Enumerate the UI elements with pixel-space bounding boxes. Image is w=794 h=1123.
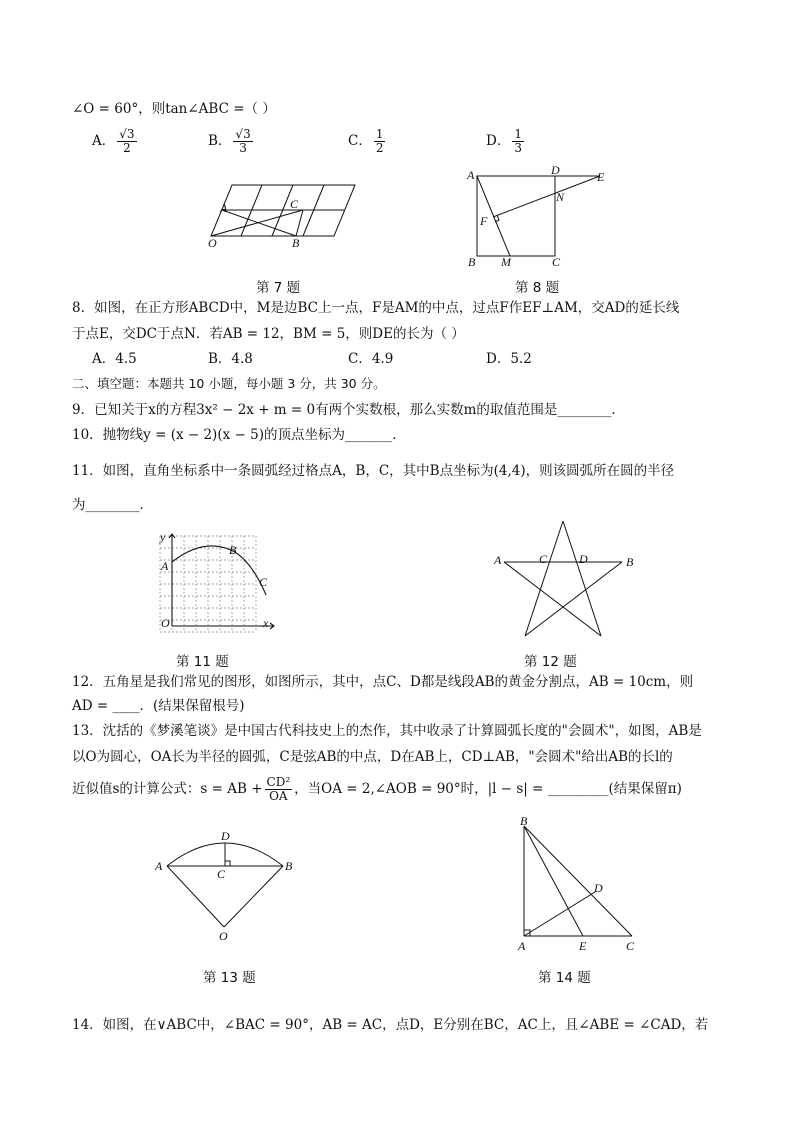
q9-text: 9．已知关于x的方程3x² − 2x + m = 0有两个实数根，那么实数m的取值范围是________． <box>72 402 625 418</box>
label-f: F <box>480 214 488 228</box>
numerator: 1 <box>375 127 384 141</box>
label-d: D <box>594 881 603 895</box>
option-label: B． <box>208 133 232 149</box>
caption-q11: 第 11 题 <box>176 654 229 670</box>
figure-14 <box>512 814 646 956</box>
label-e: E <box>579 939 587 953</box>
q8-option-a: A．4.5 <box>92 351 137 367</box>
numerator: √3 <box>235 127 251 141</box>
label-e: E <box>597 170 605 184</box>
figure-8 <box>460 166 610 270</box>
label-m: M <box>501 255 511 269</box>
q8-line1: 8．如图，在正方形ABCD中，M是边BC上一点，F是AM的中点，过点F作EF⊥AM，交AD的延长线 <box>72 300 680 316</box>
figure-11 <box>148 528 282 636</box>
numerator: CD² <box>266 775 291 789</box>
caption-q7: 第 7 题 <box>256 280 301 296</box>
denominator: 3 <box>514 141 522 155</box>
option-label: A． <box>92 133 116 149</box>
q13-line3 <box>72 776 682 803</box>
q10-text: 10．抛物线y = (x − 2)(x − 5)的顶点坐标为_______． <box>72 427 406 443</box>
formula-suffix: ，当OA = 2,∠AOB = 90°时，|l − s| = _________(结果保留π) <box>294 781 682 797</box>
option-label: D． <box>486 133 511 149</box>
label-a: A <box>494 553 502 567</box>
caption-q8: 第 8 题 <box>515 280 560 296</box>
q11-line2: 为________． <box>72 497 153 513</box>
label-c: C <box>290 197 299 211</box>
caption-q12: 第 12 题 <box>524 654 577 670</box>
q7-stem: ∠O = 60°，则tan∠ABC =（ ） <box>72 101 276 117</box>
q7-option-d <box>486 128 526 155</box>
q7-option-a <box>92 128 139 155</box>
caption-q14: 第 14 题 <box>538 970 591 986</box>
figure-13 <box>150 826 300 944</box>
label-c: C <box>217 867 226 881</box>
label-a: A <box>155 859 163 873</box>
section-heading: 二、填空题：本题共 10 小题，每小题 3 分，共 30 分。 <box>72 376 386 391</box>
numerator: √3 <box>119 127 135 141</box>
label-a: A <box>518 939 526 953</box>
q13-line1: 13．沈括的《梦溪笔谈》是中国古代科技史上的杰作，其中收录了计算圆弧长度的"会圆术"，如图，AB是 <box>72 723 702 739</box>
denominator: 2 <box>123 141 131 155</box>
q8-option-c: C．4.9 <box>348 351 394 367</box>
label-b: B <box>520 814 528 828</box>
label-d: D <box>579 552 588 566</box>
label-a: A <box>161 559 169 573</box>
figure-7 <box>200 176 360 250</box>
formula-fraction <box>265 776 293 803</box>
grid <box>160 536 256 632</box>
denominator: 2 <box>375 141 384 155</box>
fraction <box>512 128 524 155</box>
label-o: O <box>161 616 170 630</box>
q7-option-c <box>348 128 387 155</box>
label-a: A <box>220 201 228 215</box>
q7-option-b <box>208 128 255 155</box>
label-o: O <box>208 236 217 250</box>
label-x: x <box>263 616 269 630</box>
q14-line1: 14．如图，在∨ABC中，∠BAC = 90°，AB = AC，点D，E分别在BC，AC上，且∠ABE = ∠CAD，若 <box>72 1017 709 1033</box>
fraction <box>374 128 386 155</box>
label-d: D <box>551 166 560 177</box>
q12-line2: AD = ____．(结果保留根号) <box>72 698 245 714</box>
fraction <box>233 128 252 155</box>
option-label: C． <box>348 133 372 149</box>
q8-option-d: D．5.2 <box>486 351 532 367</box>
label-c: C <box>259 575 268 589</box>
q13-line2: 以O为圆心，OA长为半径的圆弧，C是弦AB的中点，D在AB上，CD⊥AB，"会圆术"给出AB的长l的 <box>72 749 673 765</box>
caption-q13: 第 13 题 <box>203 970 256 986</box>
label-c: C <box>539 552 548 566</box>
formula-prefix: 近似值s的计算公式：s = AB + <box>72 781 263 797</box>
denominator: 3 <box>239 141 247 155</box>
label-c: C <box>626 939 635 953</box>
label-b: B <box>285 859 293 873</box>
label-b: B <box>292 236 300 250</box>
label-b: B <box>468 255 476 269</box>
q11-line1: 11．如图，直角坐标系中一条圆弧经过格点A，B，C，其中B点坐标为(4,4)，则该圆弧所在圆的半径 <box>72 463 675 479</box>
fraction <box>117 128 136 155</box>
label-b: B <box>229 543 237 557</box>
q8-line2: 于点E，交DC于点N．若AB = 12，BM = 5，则DE的长为（ ） <box>72 326 465 342</box>
label-a: A <box>467 168 475 182</box>
label-y: y <box>160 530 166 544</box>
label-o: O <box>219 929 228 943</box>
q8-option-b: B．4.8 <box>208 351 253 367</box>
figure-12 <box>488 515 638 640</box>
numerator: 1 <box>514 127 522 141</box>
label-c: C <box>552 255 561 269</box>
denominator: OA <box>269 789 288 803</box>
label-d: D <box>221 829 230 843</box>
q12-line1: 12．五角星是我们常见的图形，如图所示，其中，点C、D都是线段AB的黄金分割点，AB = 10cm，则 <box>72 674 694 690</box>
label-b: B <box>626 555 634 569</box>
label-n: N <box>556 190 565 204</box>
